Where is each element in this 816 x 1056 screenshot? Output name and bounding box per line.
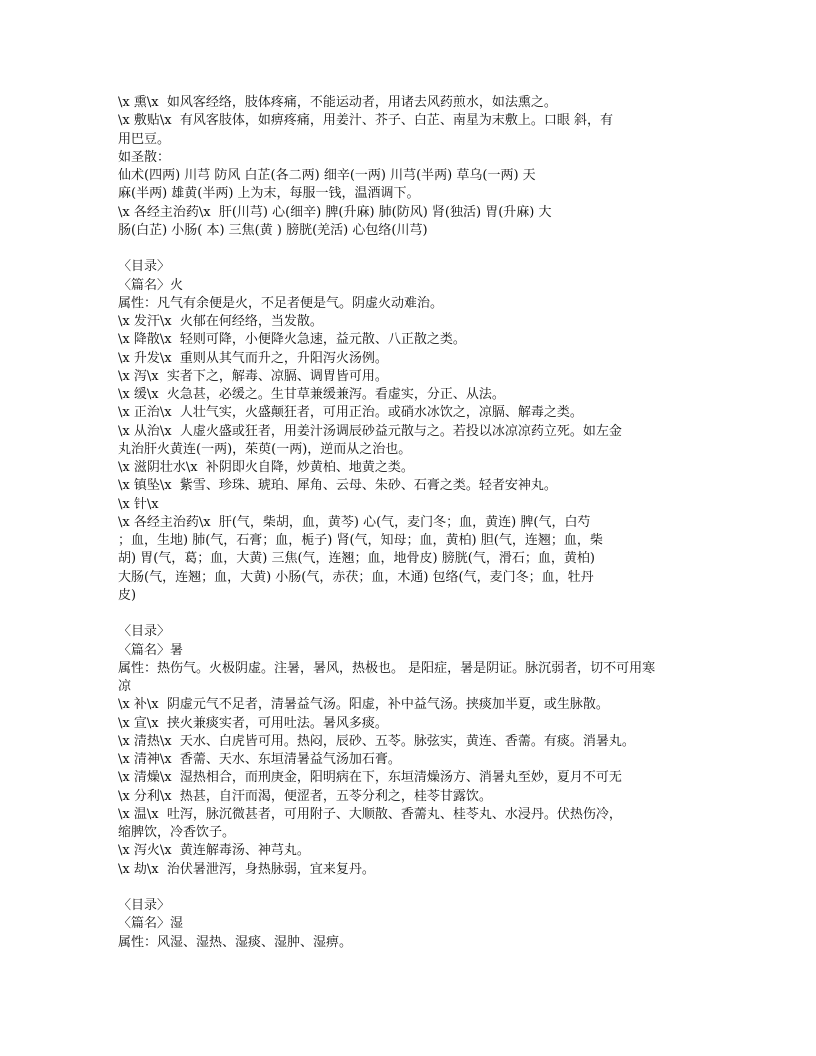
text-line: \x 各经主治药\x 肝(气，柴胡，血，黄芩) 心(气，麦门冬；血，黄连) 脾(气，白芍 — [118, 514, 591, 530]
text-line: ；血，生地) 肺(气，石膏；血，栀子) 肾(气，知母；血，黄柏) 胆(气，连翘；血，柴 — [118, 533, 603, 548]
text-line: \x 劫\x 治伏暑泄泻，身热脉弱，宜来复丹。 — [118, 861, 375, 877]
text-line: \x 宣\x 挟火兼痰实者，可用吐法。暑风多痰。 — [118, 715, 388, 731]
text-line: \x 升发\x 重则从其气而升之，升阳泻火汤例。 — [118, 350, 388, 366]
text-line: 〈目录〉 — [118, 898, 171, 913]
text-line: \x 从治\x 人虚火盛或狂者，用姜汁汤调辰砂益元散与之。若投以冰凉凉药立死。如左金 — [118, 423, 622, 439]
text-line: 皮) — [118, 587, 137, 603]
text-line: 〈目录〉 — [118, 259, 171, 275]
text-line: 属性：凡气有余便是火，不足者便是气。阴虚火动难治。 — [118, 295, 444, 311]
text-line: \x 正治\x 人壮气实，火盛颠狂者，可用正治。或硝水冰饮之，凉膈、解毒之类。 — [118, 405, 583, 421]
text-line: 如圣散： — [118, 149, 171, 165]
text-line: \x 补\x 阴虚元气不足者，清暑益气汤。阳虚，补中益气汤。挟痰加半夏，或生脉散。 — [118, 697, 609, 713]
text-line: \x 泻\x 实者下之，解毒、凉膈、调胃皆可用。 — [118, 368, 388, 384]
text-line: \x 清热\x 天水、白虎皆可用。热闷，辰砂、五苓。脉弦实，黄连、香薷。有痰。消暑丸。 — [118, 733, 635, 749]
blank-line — [118, 605, 698, 623]
text-line: 用巴豆。 — [118, 131, 171, 147]
text-line: \x 针\x — [118, 496, 159, 512]
text-line: 丸治肝火黄连(一两)，茱萸(一两)，逆而从之治也。 — [118, 441, 412, 457]
text-line: 大肠(气，连翘；血，大黄) 小肠(气，赤茯；血，木通) 包络(气，麦门冬；血，牡丹 — [118, 569, 594, 585]
document-page — [118, 94, 698, 952]
text-line: \x 各经主治药\x 肝(川芎) 心(细辛) 脾(升麻) 肺(防风) 肾(独活) 胃(升麻) 大 — [118, 204, 552, 220]
text-line: 麻(半两) 雄黄(半两) 上为末，每服一钱，温酒调下。 — [118, 186, 420, 202]
text-line: \x 分利\x 热甚，自汗而渴，便涩者，五苓分利之，桂苓甘露饮。 — [118, 788, 492, 804]
blank-line — [118, 240, 698, 258]
text-line: 〈篇名〉火 — [118, 277, 184, 293]
text-line: 肠(白芷) 小肠( 本) 三焦(黄 ) 膀胱(羌活) 心包络(川芎) — [118, 222, 428, 238]
text-line: 〈目录〉 — [118, 624, 171, 640]
text-line: \x 熏\x 如风客经络，肢体疼痛，不能运动者，用诸去风药煎水，如法熏之。 — [118, 95, 557, 110]
text-line: \x 缓\x 火急甚，必缓之。生甘草兼缓兼泻。看虚实，分正、从法。 — [118, 387, 505, 402]
text-line: 缩脾饮，冷香饮子。 — [118, 825, 236, 840]
blank-line — [118, 879, 698, 897]
text-line: 属性：风湿、湿热、湿痰、湿肿、湿痹。 — [118, 934, 353, 950]
text-line: \x 镇坠\x 紫雪、珍珠、琥珀、犀角、云母、朱砂、石膏之类。轻者安神丸。 — [118, 478, 557, 494]
text-line: \x 降散\x 轻则可降，小便降火急速，益元散、八正散之类。 — [118, 332, 466, 348]
text-line: \x 泻火\x 黄连解毒汤、神芎丸。 — [118, 843, 310, 859]
text-line: 凉 — [118, 679, 132, 694]
text-line: \x 温\x 吐泻，脉沉微甚者，可用附子、大顺散、香薷丸、桂苓丸、水浸丹。伏热伤冷， — [118, 806, 622, 822]
text-line: 〈篇名〉暑 — [118, 642, 184, 658]
text-line: \x 清神\x 香薷、天水、东垣清暑益气汤加石膏。 — [118, 752, 401, 767]
text-line: 属性：热伤气。火极阴虚。注暑，暑风，热极也。 是阳症，暑是阴证。脉沉弱者，切不可用寒 — [118, 660, 656, 676]
text-line: 〈篇名〉湿 — [118, 916, 184, 932]
text-line: \x 清燥\x 湿热相合，而刑庚金，阳明病在下，东垣清燥汤方、消暑丸至妙，夏月不可无 — [118, 770, 622, 786]
text-line: \x 发汗\x 火郁在何经络，当发散。 — [118, 314, 323, 329]
text-line: 胡) 胃(气，葛；血，大黄) 三焦(气，连翘；血，地骨皮) 膀胱(气，滑石；血，黄柏) — [118, 551, 595, 567]
text-line: \x 滋阴壮水\x 补阴即火自降，炒黄柏、地黄之类。 — [118, 460, 414, 475]
text-line: 仙术(四两) 川芎 防风 白芷(各二两) 细辛(一两) 川芎(半两) 草乌(一两) 天 — [118, 168, 536, 183]
text-line: \x 敷贴\x 有风客肢体，如痹疼痛，用姜汁、芥子、白芷、南星为末敷上。口眼 斜，有 — [118, 113, 613, 129]
